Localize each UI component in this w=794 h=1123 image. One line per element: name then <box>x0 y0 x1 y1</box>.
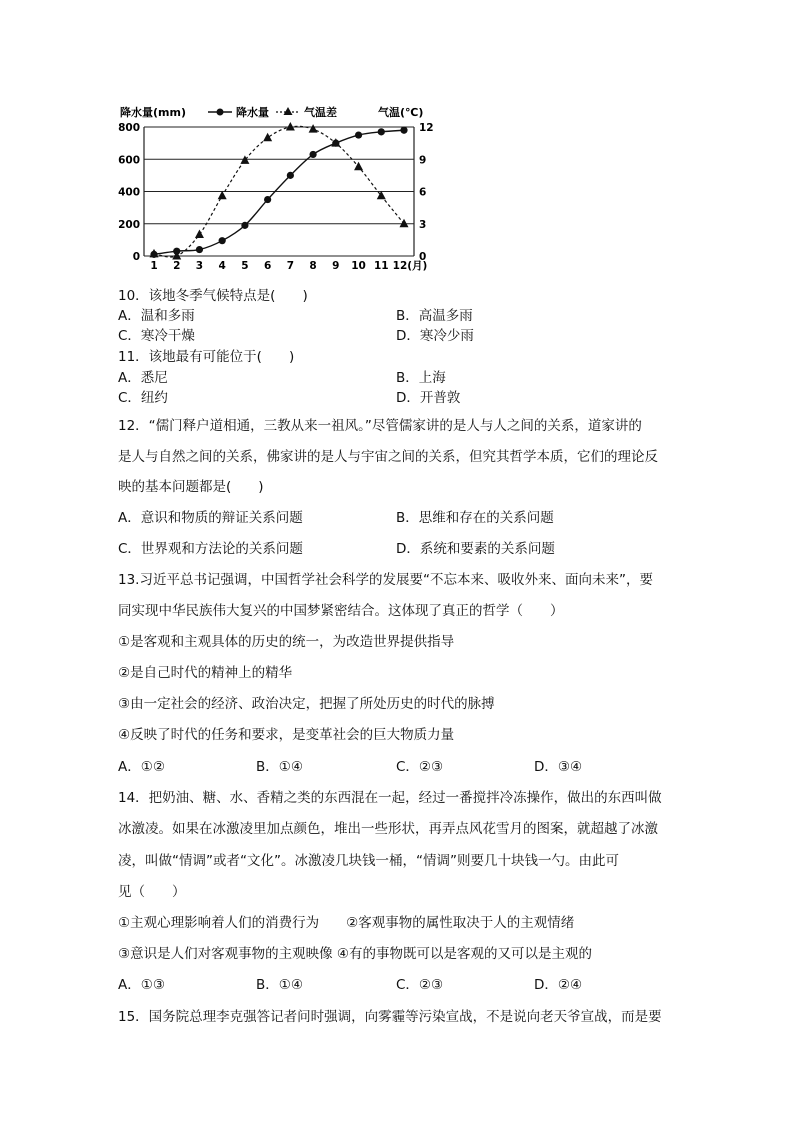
q12-stem-line3: 映的基本问题都是( ) <box>118 479 264 495</box>
q13-option-a[interactable]: A．①② <box>118 759 165 775</box>
q12-option-c[interactable]: C．世界观和方法论的关系问题 <box>118 541 303 557</box>
precipitation-point <box>355 131 362 138</box>
q13-statement-3: ③由一定社会的经济、政治决定，把握了所处历史的时代的脉搏 <box>118 696 495 712</box>
q14-stem-line1: 14．把奶油、糖、水、香精之类的东西混在一起，经过一番搅拌冷冻操作，做出的东西叫做 <box>118 790 662 806</box>
q12-stem-line1: 12．“儒门释户道相通，三教从来一祖风。”尽管儒家讲的是人与人之间的关系，道家讲的 <box>118 418 642 434</box>
chart-series <box>150 122 409 260</box>
q14-option-a[interactable]: A．①③ <box>118 977 165 993</box>
q11-option-d[interactable]: D．开普敦 <box>396 390 461 406</box>
left-tick-label: 200 <box>118 218 140 231</box>
q14-stem-line3: 凌，叫做“情调”或者“文化”。冰激凌几块钱一桶，“情调”则要几十块钱一勺。由此可 <box>118 853 619 869</box>
left-tick-label: 600 <box>118 154 140 167</box>
climate-chart <box>116 100 446 278</box>
temperature-diff-point <box>218 191 227 200</box>
chart-grid <box>144 127 414 256</box>
x-tick-label: 9 <box>332 260 340 272</box>
x-tick-label: 10 <box>351 260 366 272</box>
q14-stem-line2: 冰激凌。如果在冰激凌里加点颜色，堆出一些形状，再弄点风花雪月的图案，就超越了冰激 <box>118 821 658 837</box>
temperature-diff-point <box>195 230 204 239</box>
q12-stem-line2: 是人与自然之间的关系，佛家讲的是人与宇宙之间的关系，但究其哲学本质，它们的理论反 <box>118 449 658 465</box>
left-tick-label: 0 <box>132 251 140 263</box>
x-tick-label: 5 <box>241 260 249 272</box>
x-tick-label: 6 <box>263 260 272 272</box>
q12-option-a[interactable]: A．意识和物质的辩证关系问题 <box>118 510 303 526</box>
q15-stem-line1: 15．国务院总理李克强答记者问时强调，向雾霾等污染宣战，不是说向老天爷宣战，而是要 <box>118 1009 662 1025</box>
q14-option-b[interactable]: B．①④ <box>256 977 303 993</box>
q13-option-b[interactable]: B．①④ <box>256 759 303 775</box>
precipitation-point <box>264 196 271 203</box>
x-tick-label: 3 <box>195 260 204 272</box>
q10-option-d[interactable]: D．寒冷少雨 <box>396 328 474 344</box>
precipitation-point <box>196 246 203 253</box>
q14-statements-1-2: ①主观心理影响着人们的消费行为 ②客观事物的属性取决于人的主观情绪 <box>118 915 575 931</box>
left-tick-label: 400 <box>118 186 140 199</box>
precipitation-point <box>287 172 294 179</box>
right-tick-label: 0 <box>419 251 427 263</box>
legend-right-axis-title: 气温(℃) <box>378 106 424 119</box>
precipitation-line <box>154 130 404 254</box>
q11-option-a[interactable]: A．悉尼 <box>118 370 168 386</box>
q13-statement-4: ④反映了时代的任务和要求，是变革社会的巨大物质力量 <box>118 727 455 743</box>
q10-option-b[interactable]: B．高温多雨 <box>396 308 473 324</box>
q13-option-d[interactable]: D．③④ <box>534 759 583 775</box>
right-tick-label: 6 <box>419 186 427 199</box>
q13-option-c[interactable]: C．②③ <box>396 759 444 775</box>
legend-tempdiff-marker <box>284 107 293 115</box>
right-tick-label: 12 <box>419 122 434 134</box>
precipitation-point <box>219 237 226 244</box>
q11-option-b[interactable]: B．上海 <box>396 370 446 386</box>
q13-statement-2: ②是自己时代的精神上的精华 <box>118 665 293 681</box>
q14-stem-line4: 见（ ） <box>118 884 186 900</box>
precipitation-point <box>241 222 248 229</box>
x-tick-label: 2 <box>173 260 181 272</box>
q10-stem: 10．该地冬季气候特点是( ) <box>118 288 308 304</box>
x-tick-label: 8 <box>309 260 317 272</box>
x-tick-label: 1 <box>150 260 158 272</box>
temperature-diff-point <box>400 219 409 228</box>
q10-option-c[interactable]: C．寒冷干燥 <box>118 328 195 344</box>
legend-left-axis-title: 降水量(mm) <box>120 106 186 119</box>
precipitation-point <box>378 128 385 135</box>
q13-statement-1: ①是客观和主观具体的历史的统一，为改造世界提供指导 <box>118 634 455 650</box>
legend-precip-label: 降水量 <box>236 106 269 119</box>
right-tick-label: 3 <box>419 218 427 231</box>
temperature-diff-point <box>263 133 272 142</box>
q14-statements-3-4: ③意识是人们对客观事物的主观映像 ④有的事物既可以是客观的又可以是主观的 <box>118 946 592 962</box>
legend-precip-marker <box>217 109 224 116</box>
q13-stem-line2: 同实现中华民族伟大复兴的中国梦紧密结合。这体现了真正的哲学（ ） <box>118 603 564 619</box>
chart-labels <box>118 105 434 272</box>
x-tick-label: 7 <box>286 260 295 272</box>
x-tick-label: 11 <box>373 260 389 272</box>
q11-option-c[interactable]: C．纽约 <box>118 390 168 406</box>
left-tick-label: 800 <box>118 122 140 134</box>
q12-option-b[interactable]: B．思维和存在的关系问题 <box>396 510 554 526</box>
q14-option-c[interactable]: C．②③ <box>396 977 444 993</box>
temperature-diff-point <box>309 124 318 132</box>
x-tick-label: 12(月) <box>392 260 428 272</box>
q12-option-d[interactable]: D．系统和要素的关系问题 <box>396 541 555 557</box>
temperature-diff-point <box>286 122 295 131</box>
q13-stem-line1: 13.习近平总书记强调，中国哲学社会科学的发展要“不忘本来、吸收外来、面向未来”，要 <box>118 572 653 588</box>
q11-stem: 11．该地最有可能位于( ) <box>118 349 295 365</box>
q10-option-a[interactable]: A．温和多雨 <box>118 308 195 324</box>
legend-tempdiff-label: 气温差 <box>304 106 337 119</box>
precipitation-point <box>400 127 407 134</box>
q14-option-d[interactable]: D．②④ <box>534 977 583 993</box>
x-tick-label: 4 <box>218 260 226 272</box>
precipitation-point <box>309 151 316 158</box>
right-tick-label: 9 <box>419 154 427 167</box>
